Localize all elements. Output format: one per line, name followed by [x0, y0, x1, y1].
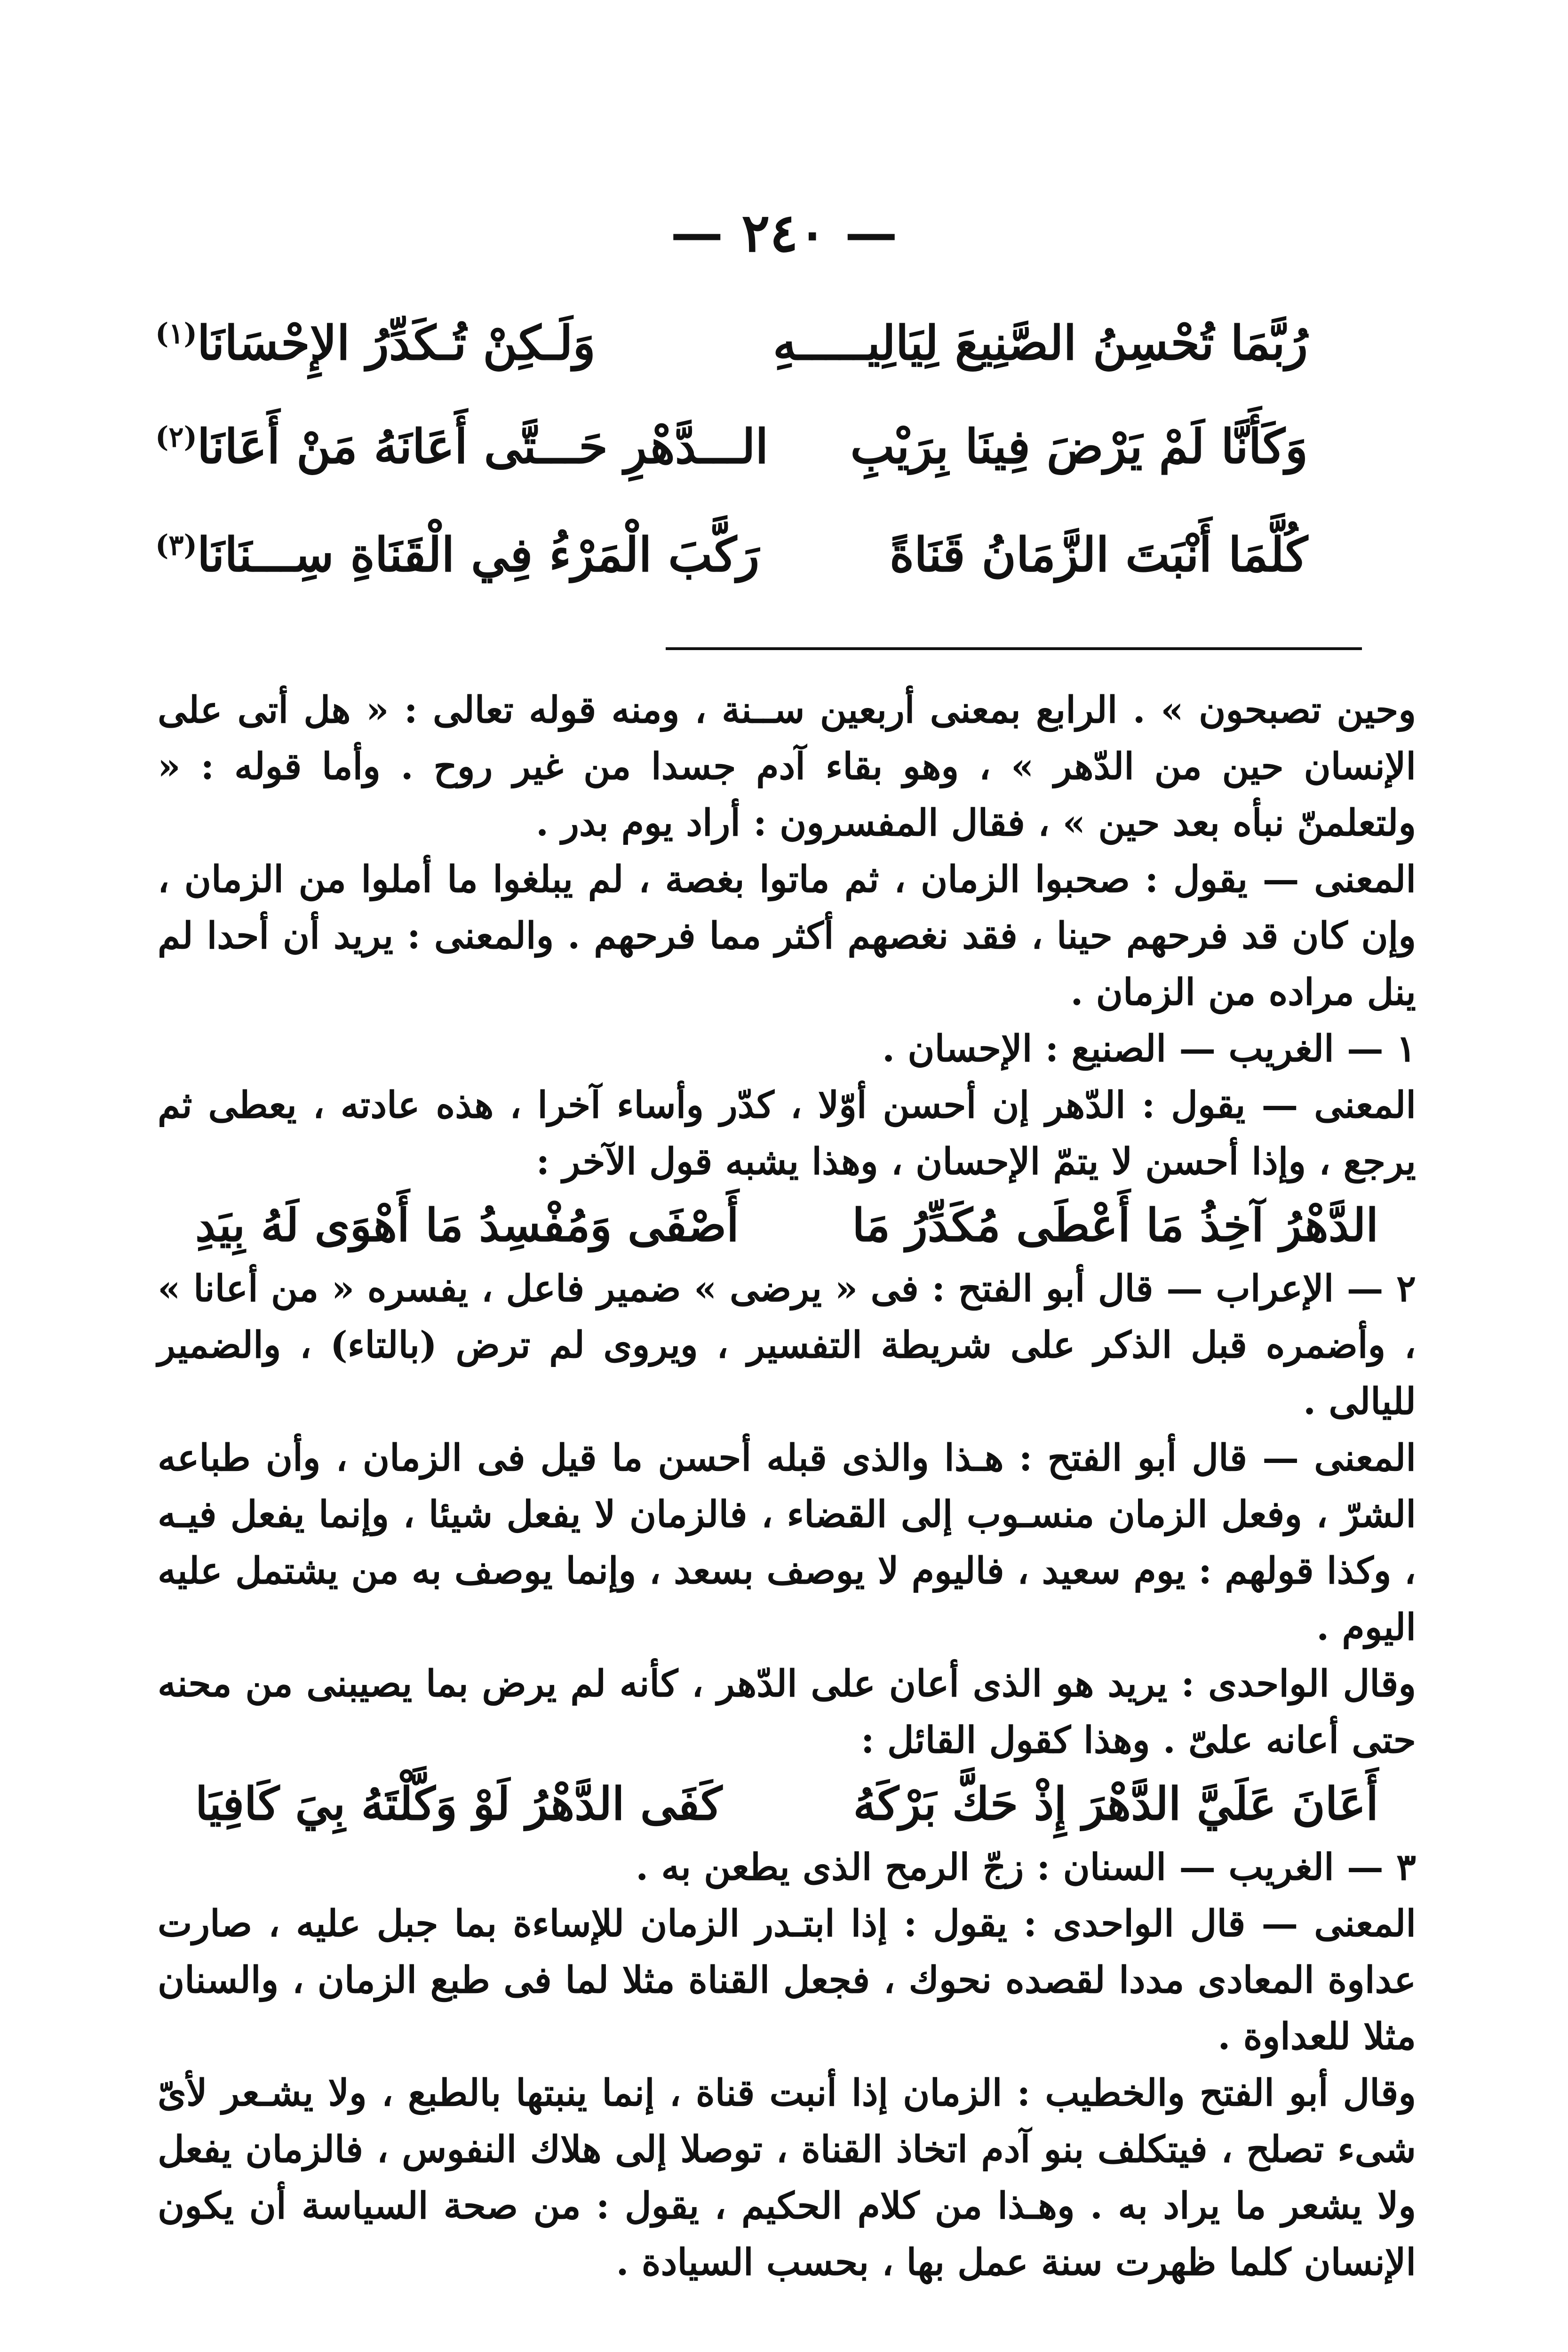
commentary-paragraph-5: ٢ — الإعراب — قال أبو الفتح : فى « يرضى » ضمير فاعل ، يفسره « من أعانا » ، وأضمره قبل الذكر على شريطة التفسير ، ويروى لم ترض (بالتاء) ، والضمير لليالى . [158, 1267, 1416, 1423]
commentary-paragraph-9: المعنى — قال الواحدى : يقول : إذا ابتـدر الزمان للإساءة بما جبل عليه ، صارت عداوة المعادى مددا لقصده نحوك ، فجعل القناة مثلا لما فى طبع الزمان ، والسنان مثلا للعداوة . [158, 1902, 1416, 2058]
quoted-verse-2-first: أَعَانَ عَلَيَّ الدَّهْرَ إِذْ حَكَّ بَرْكَهُ [853, 1777, 1378, 1830]
verse-3-first-hemistich: كُلَّمَا أَنْبَتَ الزَّمَانُ قَنَاةً [889, 527, 1308, 582]
verse-1-second-hemistich [155, 315, 596, 371]
footnote-marker-3: (٣) [155, 529, 198, 562]
quoted-verse-1 [158, 1190, 1416, 1261]
verse-2-second-hemistich [155, 419, 768, 474]
footnote-marker-1: (١) [155, 317, 198, 350]
verse-3-second-hemistich [155, 527, 759, 582]
commentary-paragraph-4: المعنى — يقول : الدّهر إن أحسن أوّلا ، كدّر وأساء آخرا ، هذه عادته ، يعطى ثم يرجع ، وإذا أحسن لا يتمّ الإحسان ، وهذا يشبه قول الآخر : [158, 1084, 1416, 1183]
commentary-paragraph-10: وقال أبو الفتح والخطيب : الزمان إذا أنبت قناة ، إنما ينبتها بالطبع ، ولا يشـعر لأىّ شىء تصلح ، فيتكلف بنو آدم اتخاذ القناة ، توصلا إلى هلاك النفوس ، فالزمان يفعل ولا يشعر ما يراد به . وهـذا من كلام الحكيم ، يقول : من صحة السياسة أن يكون الإنسان كلما ظهرت سنة عمل بها ، بحسب السيادة . [158, 2072, 1416, 2284]
footnote-marker-2: (٢) [155, 421, 198, 454]
page-number: — ٢٤٠ — [670, 202, 898, 264]
verse-line-1 [155, 315, 1308, 371]
commentary-paragraph-8: ٣ — الغريب — السنان : زجّ الرمح الذى يطعن به . [636, 1846, 1416, 1889]
verse-1-second-text: وَلَـكِنْ تُـكَدِّرُ الإِحْسَانَا [197, 315, 596, 371]
verse-3-second-text: رَكَّبَ الْمَرْءُ فِي الْقَنَاةِ سِـــنَانَا [197, 527, 760, 582]
verse-2-second-text: الـــدَّهْرِ حَـــتَّى أَعَانَهُ مَنْ أَعَانَا [197, 419, 769, 474]
quoted-verse-1-first: الدَّهْرُ آخِذُ مَا أَعْطَى مُكَدِّرُ مَا [852, 1199, 1378, 1252]
commentary-paragraph-3: ١ — الغريب — الصنيع : الإحسان . [882, 1027, 1416, 1070]
commentary-paragraph-7: وقال الواحدى : يريد هو الذى أعان على الدّهر ، كأنه لم يرض بما يصيبنى من محنه حتى أعانه علىّ . وهذا كقول القائل : [158, 1662, 1416, 1762]
verse-line-3 [155, 527, 1308, 582]
commentary-paragraph-1: وحين تصبحون » . الرابع بمعنى أربعين ســنة ، ومنه قوله تعالى : « هل أتى على الإنسان حين من الدّهر » ، وهو بقاء آدم جسدا من غير روح . وأما قوله : « ولتعلمنّ نبأه بعد حين » ، فقال المفسرون : أراد يوم بدر . [158, 689, 1416, 844]
verse-2-first-hemistich: وَكَأَنَّا لَمْ يَرْضَ فِينَا بِرَيْبِ [850, 419, 1308, 474]
verse-line-2 [155, 419, 1308, 474]
commentary-paragraph-2: المعنى — يقول : صحبوا الزمان ، ثم ماتوا بغصة ، لم يبلغوا ما أملوا من الزمان ، وإن كان قد فرحهم حينا ، فقد نغصهم أكثر مما فرحهم . والمعنى : يريد أن أحدا لم ينل مراده من الزمان . [158, 858, 1416, 1014]
commentary-paragraph-6: المعنى — قال أبو الفتح : هـذا والذى قبله أحسن ما قيل فى الزمان ، وأن طباعه الشرّ ، وفعل الزمان منسـوب إلى القضاء ، فالزمان لا يفعل شيئا ، وإنما يفعل فيـه ، وكذا قولهم : يوم سعيد ، فاليوم لا يوصف بسعد ، وإنما يوصف به من يشتمل عليه اليوم . [158, 1437, 1416, 1649]
verse-1-first-hemistich: رُبَّمَا تُحْسِنُ الصَّنِيعَ لِيَالِيـــــهِ [773, 315, 1308, 371]
separator-rule [666, 647, 1362, 650]
quoted-verse-2-second: كَفَى الدَّهْرُ لَوْ وَكَّلْتَهُ بِيَ كَافِيَا [195, 1777, 723, 1830]
quoted-verse-1-second: أَصْفَى وَمُفْسِدُ مَا أَهْوَى لَهُ بِيَدِ [195, 1199, 739, 1252]
commentary-block [158, 682, 1416, 2291]
quoted-verse-2 [158, 1769, 1416, 1839]
